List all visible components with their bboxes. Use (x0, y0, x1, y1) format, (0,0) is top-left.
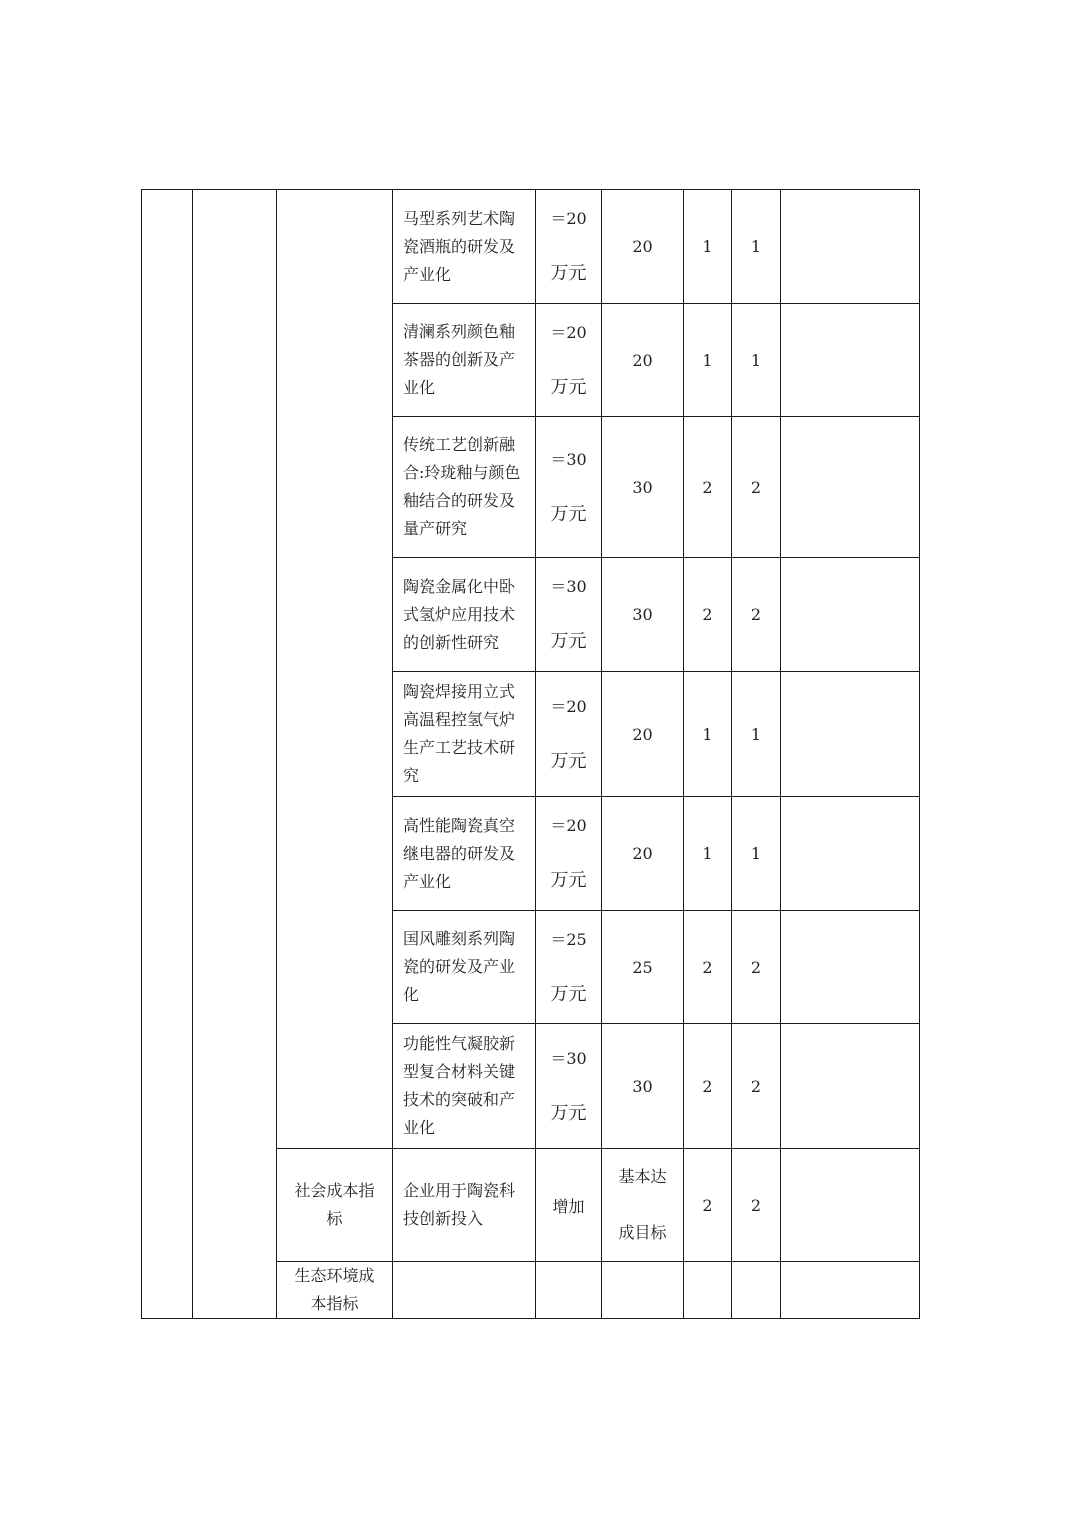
indicator-name-line: 马型系列艺术陶 (403, 208, 516, 228)
target-value-cell (536, 417, 602, 558)
weight-cell: 1 (684, 797, 732, 911)
indicator-name-cell (393, 1262, 536, 1319)
score-cell: 2 (732, 911, 781, 1024)
target-value-cell (536, 304, 602, 417)
remark-cell (781, 797, 920, 911)
indicator-name-line: 清澜系列颜色釉 (403, 322, 516, 341)
score-cell: 2 (732, 1024, 781, 1149)
performance-indicator-table (141, 189, 920, 1319)
target-operator: ＝20 (550, 816, 587, 835)
weight-cell: 1 (684, 190, 732, 304)
actual-value-cell: 20 (602, 797, 684, 911)
level2-indicator-cell (193, 190, 277, 1319)
indicator-name-line: 高温程控氢气炉 (403, 710, 516, 729)
target-value-cell (536, 672, 602, 797)
target-unit: 万元 (550, 631, 587, 652)
weight-cell: 2 (684, 1149, 732, 1262)
category-line: 生态环境成 (294, 1266, 375, 1285)
indicator-name-line: 技创新投入 (403, 1209, 484, 1228)
indicator-name-cell (393, 417, 536, 558)
weight-cell: 1 (684, 304, 732, 417)
indicator-name-cell (393, 558, 536, 672)
eco-cost-category-cell (277, 1262, 393, 1319)
weight-cell: 2 (684, 1024, 732, 1149)
target-value-cell (536, 1024, 602, 1149)
target-value-cell (536, 797, 602, 911)
weight-cell: 1 (684, 672, 732, 797)
category-line: 社会成本指 (294, 1181, 375, 1200)
target-operator: ＝20 (550, 209, 587, 228)
category-line: 标 (326, 1209, 343, 1228)
target-unit: 万元 (550, 870, 587, 891)
weight-cell (684, 1262, 732, 1319)
target-operator: ＝20 (550, 696, 587, 716)
actual-value-cell: 30 (602, 558, 684, 672)
indicator-name-line: 化 (403, 985, 420, 1004)
indicator-name-line: 釉结合的研发及 (403, 491, 516, 510)
target-operator: ＝25 (550, 929, 587, 949)
remark-cell (781, 190, 920, 304)
indicator-name-line: 究 (403, 766, 420, 785)
indicator-name-line: 茶器的创新及产 (403, 350, 516, 369)
remark-cell (781, 417, 920, 558)
indicator-name-line: 瓷酒瓶的研发及 (403, 236, 516, 256)
indicator-name-line: 传统工艺创新融 (403, 435, 516, 454)
indicator-name-cell (393, 190, 536, 304)
actual-value-cell (602, 1149, 684, 1262)
indicator-name-line: 企业用于陶瓷科 (403, 1181, 516, 1200)
score-cell: 2 (732, 417, 781, 558)
target-unit: 万元 (550, 376, 587, 398)
weight-cell: 2 (684, 911, 732, 1024)
level3-indicator-cell (277, 190, 393, 1149)
target-unit: 万元 (550, 750, 587, 772)
score-cell: 2 (732, 558, 781, 672)
score-cell: 1 (732, 190, 781, 304)
indicator-name-line: 陶瓷金属化中卧 (403, 576, 516, 596)
actual-value-cell: 20 (602, 304, 684, 417)
remark-cell (781, 304, 920, 417)
target-value-cell (536, 190, 602, 304)
table-body (142, 190, 920, 1319)
indicator-name-line: 业化 (403, 378, 436, 397)
score-cell: 1 (732, 797, 781, 911)
indicator-name-cell (393, 672, 536, 797)
indicator-name-line: 合:玲珑釉与颜色 (403, 463, 521, 482)
actual-value-cell: 20 (602, 672, 684, 797)
indicator-name-line: 生产工艺技术研 (403, 738, 516, 757)
indicator-name-line: 量产研究 (403, 519, 468, 538)
actual-value-cell: 30 (602, 417, 684, 558)
target-operator: ＝20 (550, 322, 587, 342)
indicator-name-cell (393, 1024, 536, 1149)
remark-cell (781, 1149, 920, 1262)
target-unit: 万元 (550, 503, 587, 525)
level1-indicator-cell (142, 190, 193, 1319)
remark-cell (781, 911, 920, 1024)
indicator-name-line: 技术的突破和产 (403, 1090, 516, 1109)
score-cell: 1 (732, 304, 781, 417)
actual-value-line: 成目标 (618, 1223, 667, 1242)
indicator-name-line: 继电器的研发及 (403, 843, 516, 863)
actual-value-cell: 30 (602, 1024, 684, 1149)
weight-cell: 2 (684, 417, 732, 558)
actual-value-cell: 25 (602, 911, 684, 1024)
target-operator: ＝30 (550, 577, 587, 596)
target-value-cell (536, 1262, 602, 1319)
indicator-name-line: 型复合材料关键 (403, 1062, 516, 1081)
indicator-name-line: 国风雕刻系列陶 (403, 929, 516, 948)
category-line: 本指标 (310, 1294, 359, 1313)
target-value-cell: 增加 (536, 1149, 602, 1262)
table-row (142, 190, 920, 304)
target-unit: 万元 (550, 263, 587, 284)
indicator-name-line: 高性能陶瓷真空 (403, 815, 516, 835)
social-cost-category-cell (277, 1149, 393, 1262)
actual-value-cell (602, 1262, 684, 1319)
indicator-name-line: 产业化 (403, 264, 452, 284)
score-cell: 2 (732, 1149, 781, 1262)
remark-cell (781, 1262, 920, 1319)
score-cell: 1 (732, 672, 781, 797)
target-operator: ＝30 (550, 1048, 587, 1068)
target-value-cell (536, 911, 602, 1024)
indicator-name-cell (393, 911, 536, 1024)
indicator-name-line: 业化 (403, 1118, 436, 1137)
target-unit: 万元 (550, 1102, 587, 1124)
indicator-name-line: 陶瓷焊接用立式 (403, 682, 516, 701)
target-unit: 万元 (550, 983, 587, 1005)
remark-cell (781, 672, 920, 797)
remark-cell (781, 558, 920, 672)
indicator-name-line: 瓷的研发及产业 (403, 957, 516, 976)
indicator-name-line: 的创新性研究 (403, 632, 500, 652)
indicator-name-cell (393, 304, 536, 417)
indicator-name-line: 产业化 (403, 871, 452, 891)
actual-value-line: 基本达 (618, 1167, 667, 1186)
remark-cell (781, 1024, 920, 1149)
indicator-name-cell (393, 1149, 536, 1262)
score-cell (732, 1262, 781, 1319)
target-operator: ＝30 (550, 449, 587, 469)
indicator-name-line: 功能性气凝胶新 (403, 1034, 516, 1053)
indicator-name-line: 式氢炉应用技术 (403, 604, 516, 624)
weight-cell: 2 (684, 558, 732, 672)
target-value-cell (536, 558, 602, 672)
actual-value-cell: 20 (602, 190, 684, 304)
indicator-name-cell (393, 797, 536, 911)
